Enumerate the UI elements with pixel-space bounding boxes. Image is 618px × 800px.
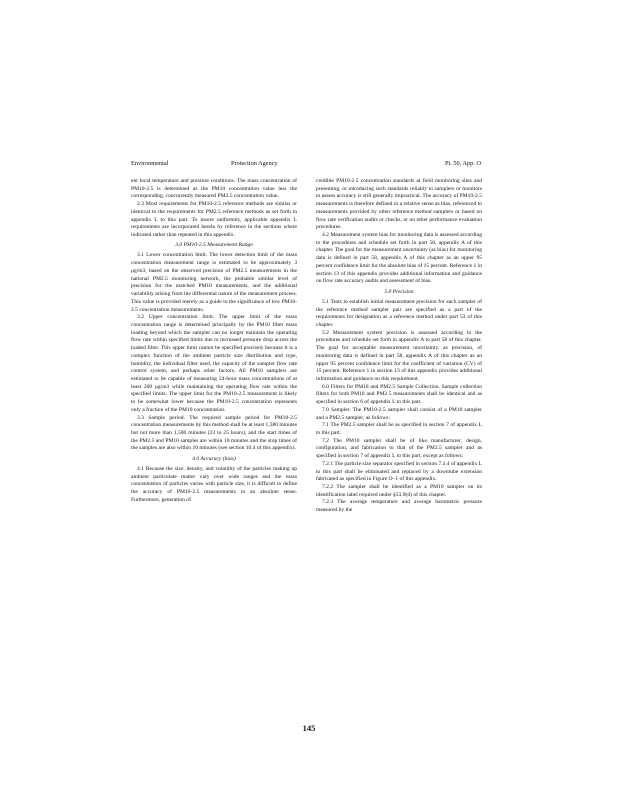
right-text-column xyxy=(316,178,482,515)
paragraph: 6.0 Filters for PM10 and PM2.5 Sample Collection. Sample collection filters for both PM10 and PM2.5 measurements shall be identical and as specified in section 6 of appendix L to this part. xyxy=(316,383,482,406)
paragraph: 3.2 Upper concentration limit. The upper limit of the mass concentration range is determined principally by the PM10 filter mass loading beyond which the sampler can no longer maintain the operating flow rate within specified limits due to increased pressure drop across the loaded filter. This upper limit cannot be specified precisely because it is a complex function of the ambient particle size distribution and type, humidity, the individual filter used, the capacity of the sampler flow rate control system, and perhaps other factors. All PM10 samplers are estimated to be capable of measuring 24-hour mass concentrations of at least 200 μg/m3 while maintaining the operating flow rate within the specified limits. The upper limit for the PM10-2.5 measurement is likely to be somewhat lower because the PM10-2.5 concentration represents only a fraction of the PM10 concentration. xyxy=(131,314,297,413)
paragraph: ent local temperature and pressure conditions. The mass concentration of PM10-2.5 is determined as the PM10 concentration value less the corresponding, concurrently measured PM2.5 concentration value. xyxy=(131,178,297,200)
paragraph: 3.3 Sample period. The required sample period for PM10-2.5 concentration measurements by this method shall be at least 1,380 minutes but not more than 1,500 minutes (23 to 25 hours), and the start times of the PM2.5 and PM10 samples are within 10 minutes and the stop times of the samples are also within 10 minutes (see section 10.4 of this appendix). xyxy=(131,414,297,452)
paragraph: 5.2 Measurement system precision is assessed according to the procedures and schedule set forth in appendix A to part 58 of this chapter. The goal for acceptable measurement uncertainty, as precision, of monitoring data is defined in part 58, appendix A of this chapter as an upper 95 percent confidence limit for the coefficient of variation (CV) of 15 percent. Reference 1 in section 13 of this appendix provides additional information and guidance on this requirement. xyxy=(316,329,482,382)
paragraph: 7.2 The PM10 sampler shall be of like manufacturer, design, configuration, and fabrication to that of the PM2.5 sampler and as specified in section 7 of appendix L to this part, except as follows: xyxy=(316,437,482,460)
paragraph: 7.0 Sampler. The PM10-2.5 sampler shall consist of a PM10 sampler and a PM2.5 sampler, as follows: xyxy=(316,406,482,421)
paragraph: 2.3 Most requirements for PM10-2.5 reference methods are similar or identical to the requirements for PM2.5 reference methods as set forth in appendix L to this part. To insure uniformity, applicable appendix L requirements are incorporated herein by reference in the sections where indicated rather than repeated in this appendix. xyxy=(131,201,297,239)
section-heading: 4.0 Accuracy (bias) xyxy=(192,455,236,462)
running-header xyxy=(131,159,481,169)
paragraph: 4.1 Because the size, density, and volatility of the particles making up ambient particulate matter vary over wide ranges and the mass concentration of particles varies with particle size, it is difficult to define the accuracy of PM10-2.5 measurements in an absolute sense. Furthermore, generation of xyxy=(131,465,297,503)
paragraph: 3.1 Lower concentration limit. The lower detection limit of the mass concentration measurement range is estimated to be approximately 3 μg/m3, based on the observed precision of PM2.5 measurements in the national PM2.5 monitoring network, the probable similar level of precision for the matched PM10 measurements, and the additional variability arising from the differential nature of the measurement process. This value is provided merely as a guide to the significance of low PM10-2.5 concentration measurements. xyxy=(131,252,297,313)
paragraph: 7.2.3 The average temperature and average barometric pressure measured by the xyxy=(316,499,482,514)
page-number: 145 xyxy=(302,723,316,733)
header-part-reference: Pt. 50, App. O xyxy=(444,160,481,167)
section-heading: 3.0 PM10-2.5 Measurement Range xyxy=(175,242,253,249)
paragraph: 7.2.2 The sampler shall be identified as a PM10 sampler on its identification label required under §53.9(d) of this chapter. xyxy=(316,484,482,498)
section-heading: 5.0 Precision xyxy=(384,288,414,295)
paragraph: 7.1 The PM2.5 sampler shall be as specified in section 7 of appendix L to this part. xyxy=(316,422,482,436)
header-agency-name: Protection Agency xyxy=(231,160,278,167)
left-text-column xyxy=(131,178,297,504)
header-agency-title: Environmental xyxy=(131,160,169,167)
paragraph: 4.2 Measurement system bias for monitoring data is assessed according to the procedures and schedule set forth in part 58, appendix A of this chapter. The goal for the measurement uncertainty (as bias) for monitoring data is defined in part 58, appendix A of this chapter as an upper 95 percent confidence limit for the absolute bias of 15 percent. Reference 1 in section 13 of this appendix provides additional information and guidance on flow rate accuracy audits and assessment of bias. xyxy=(316,232,482,285)
paragraph: credible PM10-2.5 concentration standards at field monitoring sites and presenting, or introducing such standards reliably to samplers or monitors to assess accuracy is still generally impractical. The accuracy of PM10-2.5 measurements is therefore defined in a relative sense as bias, referenced to measurements provided by other reference method samplers or based on flow rate verification audits or checks, or on other performance evaluation procedures. xyxy=(316,178,482,231)
paragraph: 7.2.1 The particle size separator specified in section 7.3.4 of appendix L to this part shall be eliminated and replaced by a downtube extension fabricated as specified in Figure O–1 of this appendix. xyxy=(316,460,482,483)
paragraph: 5.1 Tests to establish initial measurement precision for each sampler of the reference method sampler pair are specified as a part of the requirements for designation as a reference method under part 53 of this chapter. xyxy=(316,298,482,328)
